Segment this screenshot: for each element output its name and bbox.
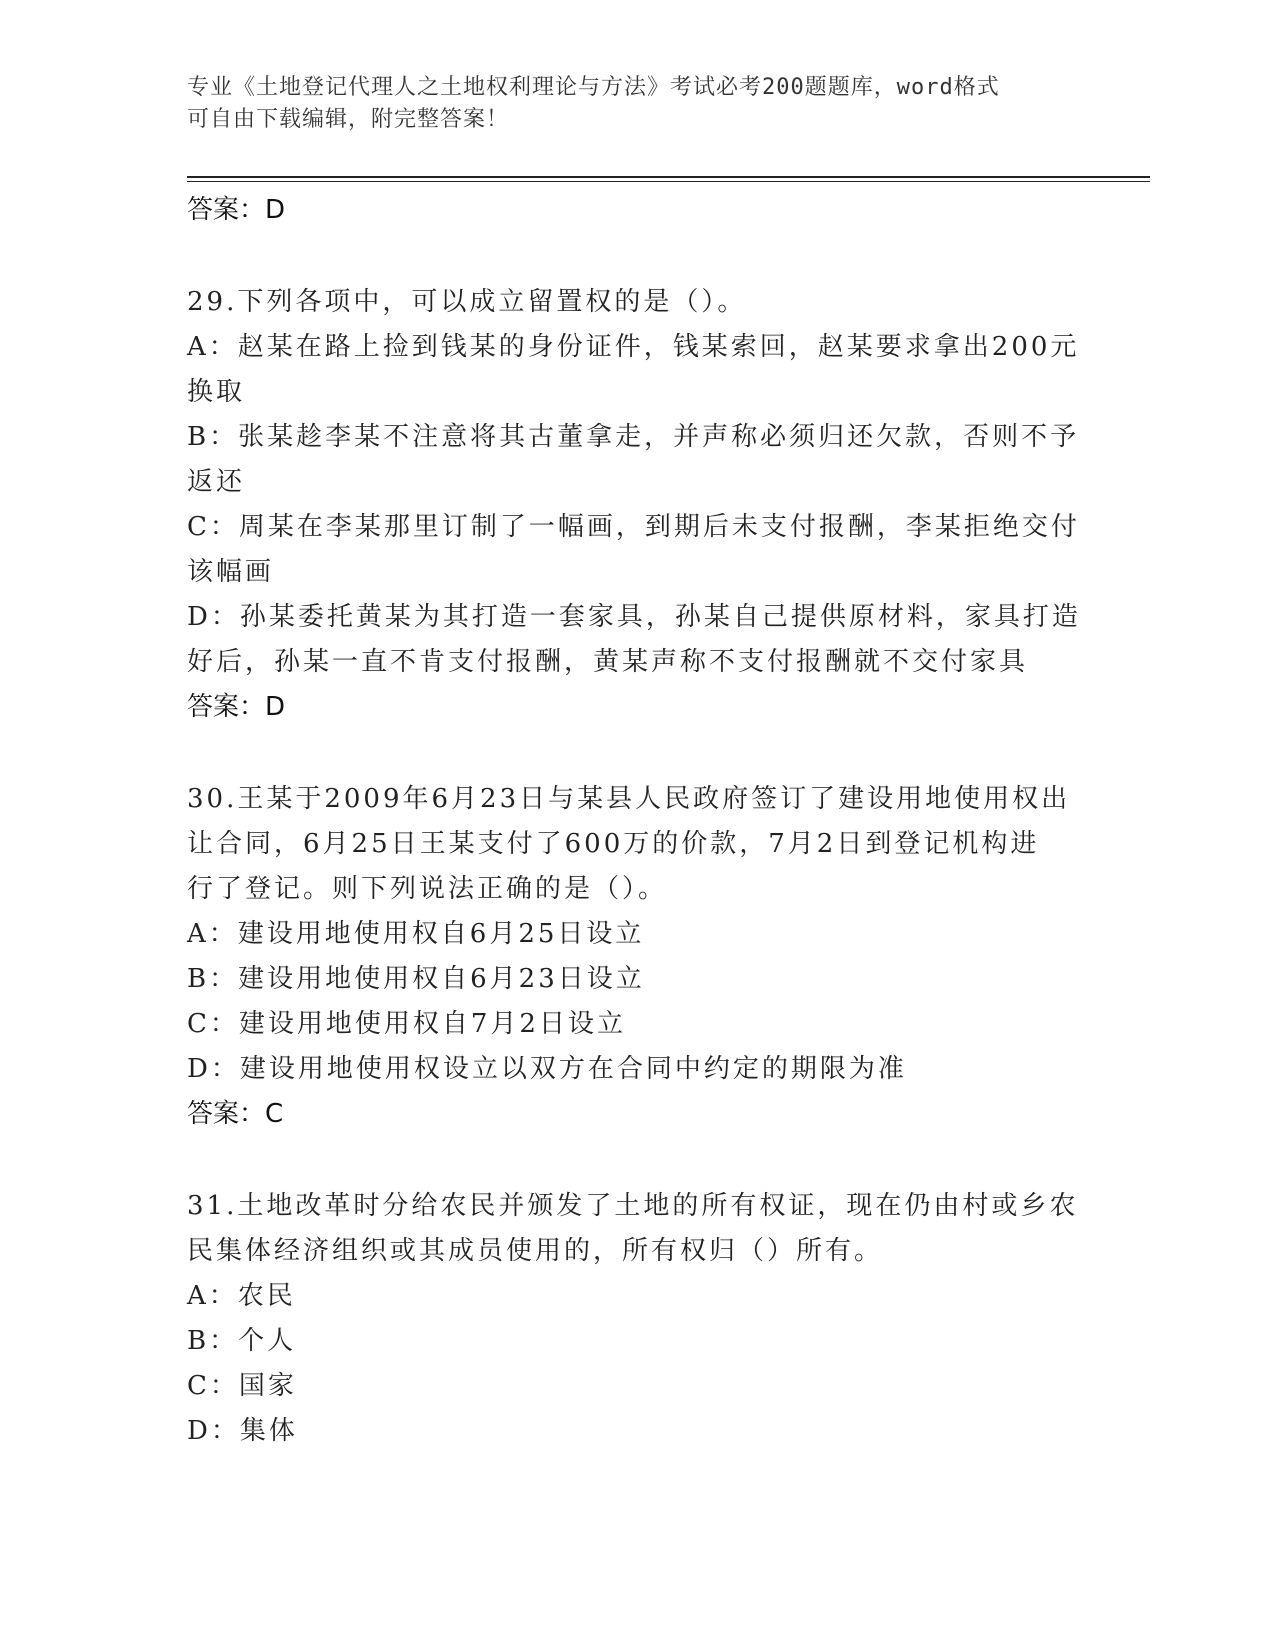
header-line-2: 可自由下载编辑，附完整答案！ <box>187 107 510 132</box>
question-answer: 答案：C <box>187 1099 284 1129</box>
question-stem-cont: 民集体经济组织或其成员使用的，所有权归（）所有。 <box>187 1236 884 1266</box>
question-stem: 29.下列各项中，可以成立留置权的是（）。 <box>187 287 747 317</box>
option-b-cont: 返还 <box>187 467 246 497</box>
option-d: D：孙某委托黄某为其打造一套家具，孙某自己提供原材料，家具打造 <box>187 602 1081 632</box>
question-31 <box>187 1184 1087 1454</box>
question-stem: 31.土地改革时分给农民并颁发了土地的所有权证，现在仍由村或乡农 <box>187 1191 1079 1221</box>
question-stem-cont: 让合同，6月25日王某支付了600万的价款，7月2日到登记机构进 <box>187 829 1040 859</box>
document-header <box>187 72 1067 136</box>
option-a: A：农民 <box>187 1281 296 1311</box>
option-c: C：建设用地使用权自7月2日设立 <box>187 1009 626 1039</box>
document-body <box>187 188 1087 1454</box>
question-stem: 30.王某于2009年6月23日与某县人民政府签订了建设用地使用权出 <box>187 784 1071 814</box>
option-b: B：张某趁李某不注意将其古董拿走，并声称必须归还欠款，否则不予 <box>187 422 1080 452</box>
option-d-cont: 好后，孙某一直不肯支付报酬，黄某声称不支付报酬就不交付家具 <box>187 647 1029 677</box>
option-a-cont: 换取 <box>187 377 246 407</box>
header-rule-thin <box>187 181 1150 182</box>
option-b: B：建设用地使用权自6月23日设立 <box>187 964 645 994</box>
question-30 <box>187 777 1087 1137</box>
previous-answer: 答案：D <box>187 195 286 225</box>
option-b: B：个人 <box>187 1326 297 1356</box>
option-a: A：建设用地使用权自6月25日设立 <box>187 919 645 949</box>
option-c-cont: 该幅画 <box>187 557 275 587</box>
question-stem-cont: 行了登记。则下列说法正确的是（）。 <box>187 874 668 904</box>
question-29 <box>187 280 1087 730</box>
option-c: C：周某在李某那里订制了一幅画，到期后未支付报酬，李某拒绝交付 <box>187 512 1080 542</box>
option-d: D：建设用地使用权设立以双方在合同中约定的期限为准 <box>187 1054 907 1084</box>
option-c: C：国家 <box>187 1371 297 1401</box>
header-line-1: 专业《土地登记代理人之土地权利理论与方法》考试必考200题题库，word格式 <box>187 75 1000 100</box>
header-rule-thick <box>187 176 1150 178</box>
option-d: D：集体 <box>187 1416 298 1446</box>
question-answer: 答案：D <box>187 692 286 722</box>
option-a: A：赵某在路上捡到钱某的身份证件，钱某索回，赵某要求拿出200元 <box>187 332 1080 362</box>
